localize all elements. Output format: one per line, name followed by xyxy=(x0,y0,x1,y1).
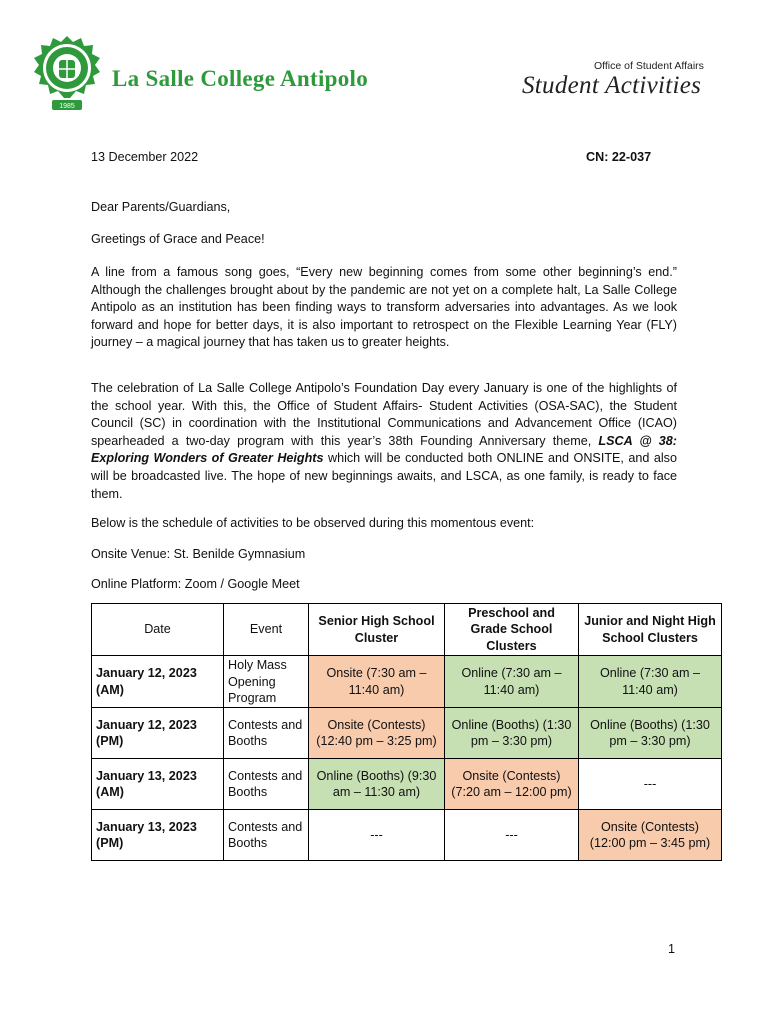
header-event: Event xyxy=(224,604,309,656)
row-event: Contests and Booths xyxy=(224,759,309,810)
greeting: Greetings of Grace and Peace! xyxy=(91,232,265,246)
table-row xyxy=(92,656,722,708)
table-row xyxy=(92,810,722,861)
schedule-header-row xyxy=(92,604,722,656)
college-seal-icon xyxy=(32,34,102,114)
college-name: La Salle College Antipolo xyxy=(112,66,369,91)
paragraph-celebration-text: The celebration of La Salle College Antipolo’s Foundation Day every January is one of the highlights of the school year. With this, the Office of Student Affairs- Student Activities (OSA-SAC), the Student Council (SC) in coordination with the Institutional Communications and Advancement Office (ICAO) spearheaded a two-day program with this year’s 38th Founding Anniversary theme, xyxy=(91,381,677,448)
anniversary-theme: LSCA @ 38: Exploring Wonders of Greater Heights xyxy=(91,433,677,466)
cell-junior-night-high: Online (7:30 am – 11:40 am) xyxy=(579,656,722,708)
table-row xyxy=(92,708,722,759)
cell-junior-night-high: Onsite (Contests) (12:00 pm – 3:45 pm) xyxy=(579,810,722,861)
paragraph-intro: A line from a famous song goes, “Every new beginning comes from some other beginning’s end.” Although the challenges brought about by the pandemic are not yet on a complete halt, La Salle College Antipolo as an institution has been finding ways to transform adversaries into advantages. As we look forward and hope for better days, it is also important to retrospect on the Flexible Learning Year (FLY) journey – a magical journey that has taken us to greater heights. xyxy=(91,265,677,350)
cell-preschool-grade: --- xyxy=(445,810,579,861)
letter-date: 13 December 2022 xyxy=(91,150,199,164)
cell-preschool-grade: Online (7:30 am – 11:40 am) xyxy=(445,656,579,708)
cell-junior-night-high: --- xyxy=(579,759,722,810)
seal-year: 1985 xyxy=(59,103,75,110)
row-date: January 13, 2023 (AM) xyxy=(92,759,224,810)
header-preschool-grade: Preschool and Grade School Clusters xyxy=(445,604,579,656)
cell-preschool-grade: Onsite (Contests) (7:20 am – 12:00 pm) xyxy=(445,759,579,810)
cell-senior-high: --- xyxy=(309,810,445,861)
onsite-venue: Onsite Venue: St. Benilde Gymnasium xyxy=(91,547,306,561)
cell-senior-high: Onsite (Contests) (12:40 pm – 3:25 pm) xyxy=(309,708,445,759)
row-date: January 13, 2023 (PM) xyxy=(92,810,224,861)
schedule-table xyxy=(91,603,722,861)
row-event: Contests and Booths xyxy=(224,708,309,759)
letterhead xyxy=(0,0,768,130)
cell-preschool-grade: Online (Booths) (1:30 pm – 3:30 pm) xyxy=(445,708,579,759)
paragraph-celebration-text-end: which will be conducted both ONLINE and ONSITE, and also will be broadcasted live. The hope of new beginnings awaits, and LSCA, as one family, is ready to face them. xyxy=(91,451,677,501)
header-senior-high: Senior High School Cluster xyxy=(309,604,445,656)
table-row xyxy=(92,759,722,810)
schedule-intro: Below is the schedule of activities to be observed during this momentous event: xyxy=(91,516,535,530)
header-junior-night-high: Junior and Night High School Clusters xyxy=(579,604,722,656)
cell-senior-high: Onsite (7:30 am – 11:40 am) xyxy=(309,656,445,708)
row-date: January 12, 2023 (AM) xyxy=(92,656,224,708)
cell-senior-high: Online (Booths) (9:30 am – 11:30 am) xyxy=(309,759,445,810)
cell-junior-night-high: Online (Booths) (1:30 pm – 3:30 pm) xyxy=(579,708,722,759)
office-title: Student Activities xyxy=(522,72,702,99)
header-date: Date xyxy=(92,604,224,656)
row-event: Contests and Booths xyxy=(224,810,309,861)
row-event: Holy Mass Opening Program xyxy=(224,656,309,708)
page-number: 1 xyxy=(668,942,676,956)
office-name: Office of Student Affairs xyxy=(594,60,704,72)
online-platform: Online Platform: Zoom / Google Meet xyxy=(91,577,300,591)
control-number: CN: 22-037 xyxy=(586,150,652,164)
salutation: Dear Parents/Guardians, xyxy=(91,200,231,214)
paragraph-celebration xyxy=(91,380,677,503)
row-date: January 12, 2023 (PM) xyxy=(92,708,224,759)
